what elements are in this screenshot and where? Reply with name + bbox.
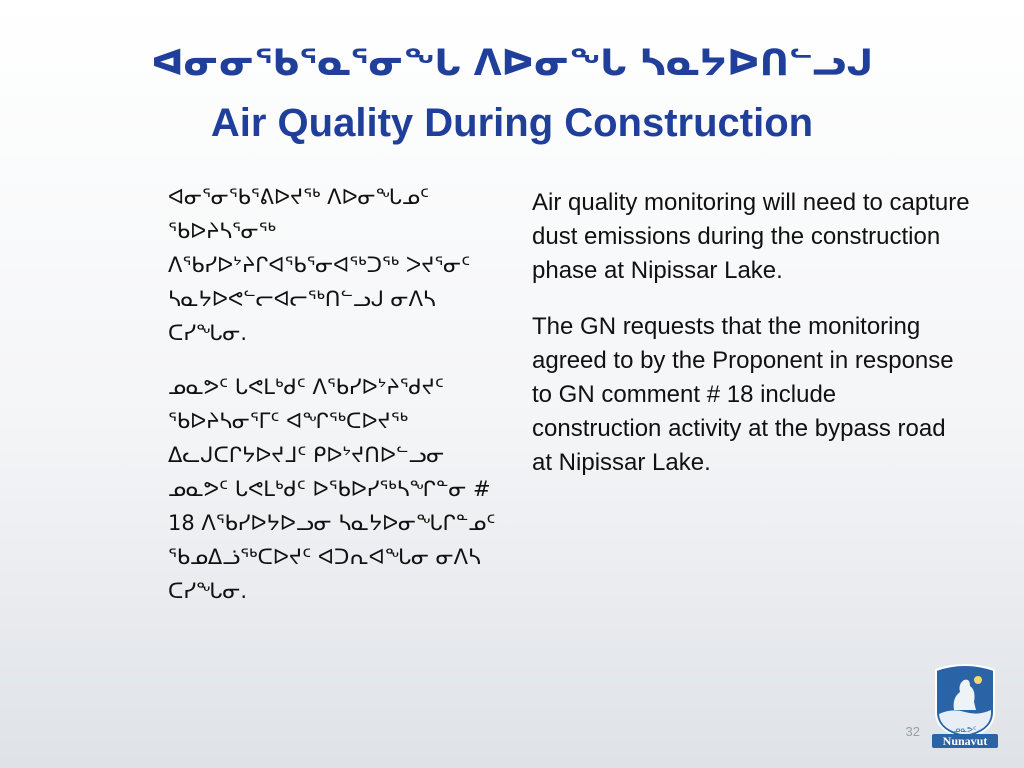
english-paragraph: Air quality monitoring will need to capture dust emissions during the construction phase at Nipissar Lake. <box>532 189 970 284</box>
logo-syllabics: ᓄᓇᕗᑦ <box>953 725 977 734</box>
nunavut-coat-of-arms-icon <box>930 662 1000 750</box>
logo-text: Nunavut <box>942 734 988 748</box>
syllabics-paragraph: ᐊᓂᕐᓂᖃᕐᕕᐅᔪᖅ ᐱᐅᓂᖓᓄᑦ ᖃᐅᔨᓴᕐᓂᖅ ᐱᖃᓯᐅᔾᔨᒋᐊᖃᕐᓂᐊᖅᑐᖅ ᐳᔪᕐᓂᑦ ᓴᓇᔭᐅᕙᓪᓕᐊᓕᖅᑎᓪᓗᒍ ᓂᐱᓴ ᑕᓯᖓᓂ. <box>168 185 471 345</box>
syllabics-paragraph: ᓄᓇᕗᑦ ᒐᕙᒪᒃᑯᑦ ᐱᖃᓯᐅᔾᔨᕐᑯᔪᑦ ᖃᐅᔨᓴᓂᕐᒥᑦ ᐊᖏᖅᑕᐅᔪᖅ ᐃᓚᒍᑕᒋᔭᐅᔪᒧᑦ ᑭᐅᔾᔪᑎᐅᓪᓗᓂ ᓄᓇᕗᑦ ᒐᕙᒪᒃᑯᑦ ᐅᖃᐅᓯᖅᓴᖏᓐᓂ # 18 ᐱᖃᓯᐅᔭᐅᓗᓂ ᓴᓇᔭᐅᓂᖓᒋᓐᓄᑦ ᖃᓄᐃᓘᖅᑕᐅᔪᑦ ᐊᑐᕆᐊᖓᓂ ᓂᐱᓴ ᑕᓯᖓᓂ. <box>168 375 496 603</box>
slide-title: Air Quality During Construction <box>210 101 814 145</box>
page-number: 32 <box>905 724 920 739</box>
english-paragraph: The GN requests that the monitoring agreed to by the Proponent in response to GN comment # 18 include construction activity at the bypass road at Nipissar Lake. <box>532 313 954 476</box>
nunavut-logo <box>930 662 1000 750</box>
right-column-english <box>532 186 972 502</box>
left-column-syllabics <box>168 180 508 628</box>
slide-title-syllabics: ᐊᓂᓂᖃᕐᓇᕐᓂᖓ ᐱᐅᓂᖓ ᓴᓇᔭᐅᑎᓪᓗᒍ <box>150 43 874 84</box>
